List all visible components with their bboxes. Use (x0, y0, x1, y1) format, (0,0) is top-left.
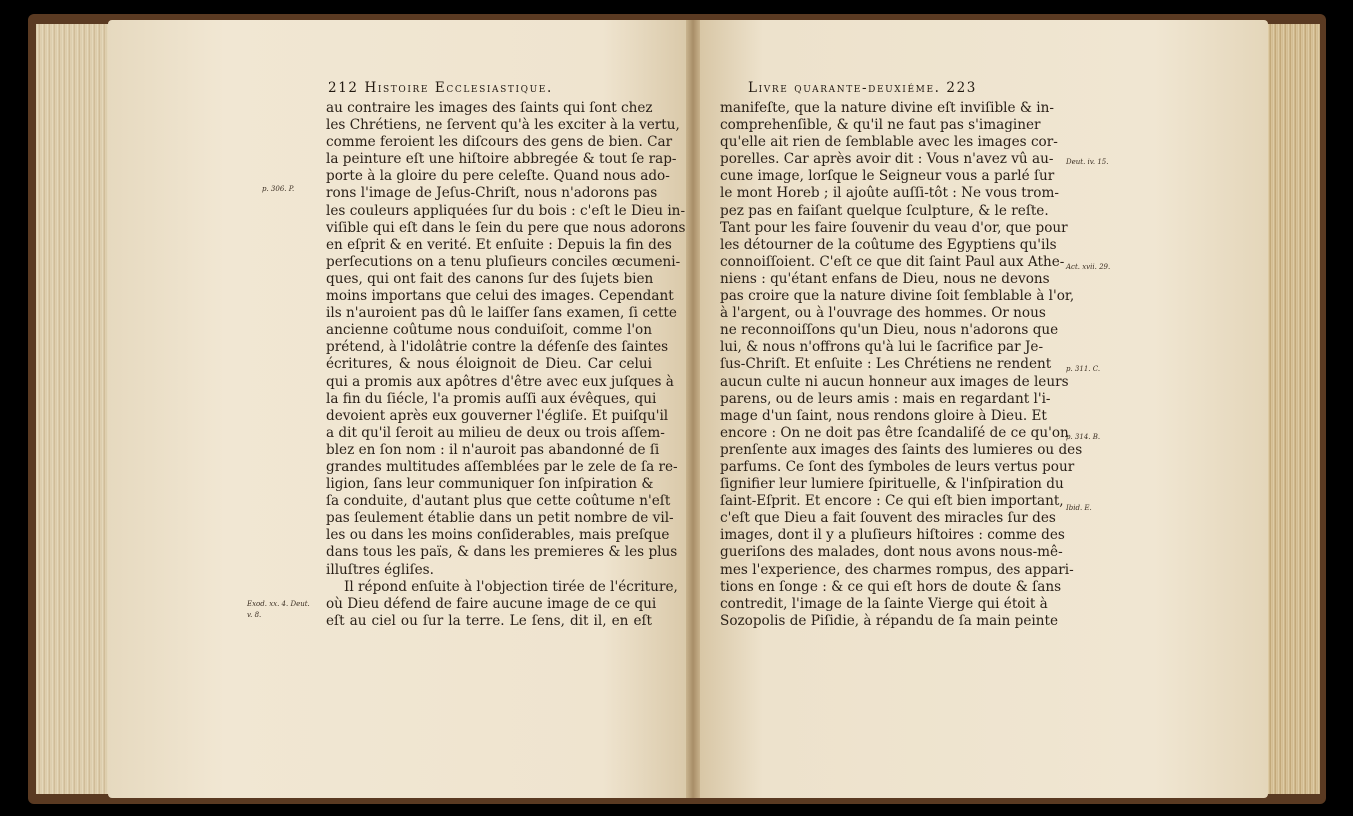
text-line: ques, qui ont fait des canons ſur des ſujets bien (326, 270, 654, 287)
text-line: en eſprit & en verité. Et enſuite : Depuis la fin des (326, 236, 672, 253)
left-page-body (326, 100, 686, 630)
text-line: a dit qu'il ſeroit au milieu de deux ou trois aſſem- (326, 424, 665, 441)
text-line: contredit, l'image de la ſainte Vierge qui étoit à (720, 595, 1048, 612)
margin-note: Ibid. E. (1066, 504, 1092, 512)
text-line: ſignifier leur lumiere ſpirituelle, & l'inſpiration du (720, 476, 1064, 493)
margin-note: Deut. iv. 15. (1066, 158, 1109, 166)
text-line: Il répond enſuite à l'objection tirée de l'écriture, (344, 578, 678, 595)
text-line: parfums. Ce ſont des ſymboles de leurs vertus pour (720, 458, 1075, 475)
margin-note: p. 311. C. (1066, 365, 1101, 373)
text-line: ligion, ſans leur communiquer ſon inſpiration & (326, 476, 654, 493)
text-line: ſus-Chriſt. Et enſuite : Les Chrétiens ne rendent (720, 356, 1052, 373)
text-line: comprehenſible, & qu'il ne faut pas s'imaginer (720, 117, 1041, 134)
margin-note: Exod. xx. 4. Deut. (247, 600, 310, 608)
text-line: porelles. Car après avoir dit : Vous n'avez vû au- (720, 151, 1054, 168)
text-line: la peinture eſt une hiſtoire abbregée & tout ſe rap- (326, 151, 677, 168)
text-line: aucun culte ni aucun honneur aux images de leurs (720, 373, 1069, 390)
text-line: dans tous les païs, & dans les premieres & les plus (326, 544, 678, 561)
text-line: comme feroient les diſcours des gens de bien. Car (326, 134, 673, 151)
text-line: grandes multitudes aſſemblées par le zele de ſa re- (326, 458, 678, 475)
text-line: mes l'experience, des charmes rompus, des appari- (720, 561, 1074, 578)
left-page-edges (36, 24, 116, 794)
margin-note: p. 306. P. (262, 185, 295, 193)
text-line: Tant pour les faire ſouvenir du veau d'or, que pour (720, 219, 1068, 236)
text-line: prenſente aux images des ſaints des lumieres ou des (720, 441, 1083, 458)
text-line: manifeſte, que la nature divine eſt inviſible & in- (720, 100, 1054, 116)
margin-note: v. 8. (247, 611, 262, 619)
text-line: pas ſeulement établie dans un petit nombre de vil- (326, 510, 674, 527)
text-line: les ou dans les moins conſiderables, mais preſque (326, 527, 670, 544)
text-line: les couleurs appliquées ſur du bois : c'eſt le Dieu in- (326, 202, 686, 219)
text-line: mage d'un ſaint, nous rendons gloire à Dieu. Et (720, 407, 1047, 424)
margin-note: p. 314. B. (1066, 433, 1101, 441)
text-line: moins importans que celui des images. Cependant (326, 288, 674, 305)
text-line: la fin du ſiécle, l'a promis auſſi aux évêques, qui (326, 390, 657, 407)
text-line: encore : On ne doit pas être ſcandaliſé de ce qu'on (720, 424, 1069, 441)
text-line: où Dieu défend de faire aucune image de ce qui (326, 595, 657, 612)
text-line: eſt au ciel ou ſur la terre. Le ſens, dit il, en eſt (326, 612, 652, 629)
text-line: ils n'auroient pas dû le laiſſer ſans examen, ſi cette (326, 305, 677, 322)
text-line: rons l'image de Jeſus-Chriſt, nous n'adorons pas (326, 185, 658, 202)
text-line: les Chrétiens, ne ſervent qu'à les exciter à la vertu, (326, 117, 680, 134)
text-line: Sozopolis de Piſidie, à répandu de ſa main peinte (720, 612, 1059, 629)
book-gutter (686, 20, 700, 798)
text-line: blez en ſon nom : il n'auroit pas abandonné de ſi (326, 441, 660, 458)
text-line: pas croire que la nature divine ſoit ſemblable à l'or, (720, 288, 1075, 305)
text-line: gueriſons des malades, dont nous avons nous-mê- (720, 544, 1063, 561)
text-line: les détourner de la coûtume des Egyptiens qu'ils (720, 236, 1057, 253)
text-line: c'eſt que Dieu a fait ſouvent des miracles ſur des (720, 510, 1056, 527)
text-line: qui a promis aux apôtres d'être avec eux juſques à (326, 373, 674, 390)
left-running-head: 212 Histoire Ecclesiastique. (328, 80, 553, 96)
text-line: ſaint-Eſprit. Et encore : Ce qui eſt bien important, (720, 493, 1064, 510)
text-line: lui, & nous n'offrons qu'à lui le ſacrifice par Je- (720, 339, 1044, 356)
text-line: perſecutions on a tenu pluſieurs conciles œcumeni- (326, 253, 681, 270)
text-line: porte à la gloire du pere celeſte. Quand nous ado- (326, 168, 670, 185)
text-line: parens, ou de leurs amis : mais en regardant l'i- (720, 390, 1051, 407)
text-line: illuſtres égliſes. (326, 561, 434, 578)
margin-note: Act. xvii. 29. (1066, 263, 1111, 271)
text-line: le mont Horeb ; il ajoûte auſſi-tôt : Ne vous trom- (720, 185, 1059, 202)
text-line: cune image, lorſque le Seigneur vous a parlé ſur (720, 168, 1055, 185)
text-line: tions en ſonge : & ce qui eſt hors de doute & ſans (720, 578, 1062, 595)
text-line: au contraire les images des ſaints qui ſont chez (326, 100, 653, 116)
right-running-head: Livre quarante-deuxiéme. 223 (748, 80, 977, 96)
text-line: ne reconnoiſſons qu'un Dieu, nous n'adorons que (720, 322, 1059, 339)
left-page-text (326, 80, 686, 630)
text-line: devoient après eux gouverner l'égliſe. Et puiſqu'il (326, 407, 669, 424)
text-line: qu'elle ait rien de ſemblable avec les images cor- (720, 134, 1058, 151)
text-line: connoiſſoient. C'eſt ce que dit ſaint Paul aux Athe- (720, 253, 1065, 270)
text-line: pez pas en faiſant quelque ſculpture, & le reſte. (720, 202, 1049, 219)
text-line: niens : qu'étant enfans de Dieu, nous ne devons (720, 270, 1050, 287)
text-line: prétend, à l'idolâtrie contre la défenſe des ſaintes (326, 339, 669, 356)
text-line: ſa conduite, d'autant plus que cette coûtume n'eſt (326, 493, 671, 510)
text-line: viſible qui eſt dans le ſein du pere que nous adorons (326, 219, 686, 236)
text-line: ancienne coûtume nous conduiſoit, comme l'on (326, 322, 652, 339)
right-page-edges (1262, 24, 1320, 794)
text-line: écritures, & nous éloignoit de Dieu. Car celui (326, 356, 652, 373)
text-line: à l'argent, ou à l'ouvrage des hommes. Or nous (720, 305, 1046, 322)
text-line: images, dont il y a pluſieurs hiſtoires : comme des (720, 527, 1065, 544)
